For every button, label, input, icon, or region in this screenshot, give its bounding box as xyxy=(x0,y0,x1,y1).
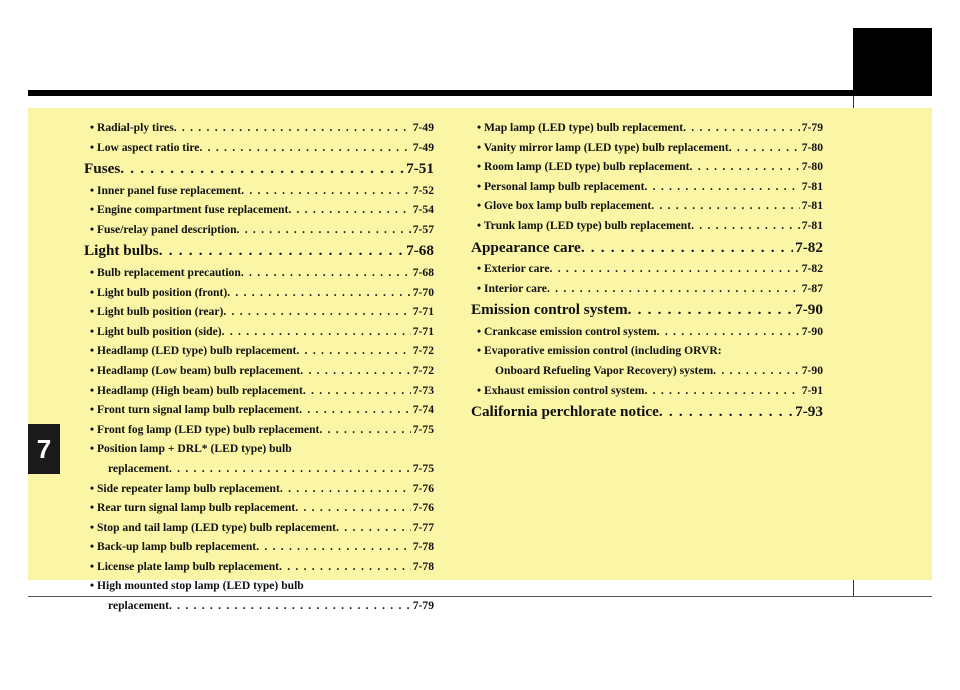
toc-page-number: 7-81 xyxy=(801,179,823,193)
dot-leader xyxy=(299,400,411,420)
toc-entry-title: Fuses xyxy=(84,160,121,178)
toc-entry-label: • Position lamp + DRL* (LED type) bulb xyxy=(90,442,292,456)
toc-entry[interactable] xyxy=(471,216,823,236)
toc-entry-title: • Room lamp (LED type) bulb replacement xyxy=(477,160,690,174)
toc-page-number: 7-68 xyxy=(412,265,434,279)
toc-page-number: 7-82 xyxy=(801,262,823,276)
toc-page-number: 7-90 xyxy=(795,301,823,319)
toc-entry-title: • Light bulb position (front) xyxy=(90,285,228,299)
toc-page-number: 7-90 xyxy=(801,324,823,338)
top-rule xyxy=(28,90,853,96)
toc-entry-title: • Light bulb position (side) xyxy=(90,324,222,338)
toc-entry-title: • Map lamp (LED type) bulb replacement xyxy=(477,121,684,134)
toc-page-number: 7-68 xyxy=(406,242,434,260)
toc-page-number: 7-49 xyxy=(412,121,434,134)
dot-leader xyxy=(547,279,800,299)
toc-page-number: 7-91 xyxy=(801,383,823,397)
toc-page-number: 7-75 xyxy=(412,422,434,436)
dot-leader xyxy=(644,381,799,401)
toc-page-number: 7-81 xyxy=(801,199,823,213)
toc-page-number: 7-87 xyxy=(801,281,823,295)
toc-entry[interactable] xyxy=(84,361,434,381)
toc-page-number: 7-77 xyxy=(412,520,434,534)
toc-entry-title: • Engine compartment fuse replacement xyxy=(90,203,289,217)
corner-block xyxy=(853,28,932,96)
toc-page-number: 7-78 xyxy=(412,540,434,554)
toc-entry-label: • High mounted stop lamp (LED type) bulb xyxy=(90,579,304,593)
dot-leader xyxy=(159,240,404,263)
toc-entry[interactable] xyxy=(471,177,823,197)
dot-leader xyxy=(336,518,411,538)
toc-entry[interactable] xyxy=(471,118,823,138)
toc-page-number: 7-54 xyxy=(412,203,434,217)
toc-entry[interactable] xyxy=(471,361,823,381)
toc-entry-title: • Low aspect ratio tire xyxy=(90,140,200,154)
toc-page-number: 7-51 xyxy=(406,160,434,178)
toc-page-number: 7-80 xyxy=(801,140,823,154)
toc-entry-title: • Trunk lamp (LED type) bulb replacement xyxy=(477,218,692,232)
toc-page-number: 7-52 xyxy=(412,183,434,197)
toc-entry[interactable] xyxy=(84,341,434,361)
toc-entry[interactable] xyxy=(471,259,823,279)
toc-entry-title: Onboard Refueling Vapor Recovery) system xyxy=(495,363,714,377)
dot-leader xyxy=(713,361,800,381)
toc-entry-title: • Light bulb position (rear) xyxy=(90,305,224,319)
toc-page-number: 7-80 xyxy=(801,160,823,174)
dot-leader xyxy=(237,220,411,240)
toc-entry-title: • Bulb replacement precaution xyxy=(90,265,241,279)
toc-page-number: 7-72 xyxy=(412,363,434,377)
dot-leader xyxy=(199,138,410,158)
toc-entry[interactable] xyxy=(84,220,434,240)
toc-entry-title: • Front turn signal lamp bulb replacement xyxy=(90,403,300,417)
toc-entry[interactable] xyxy=(84,479,434,499)
toc-entry-title: • Inner panel fuse replacement xyxy=(90,183,242,197)
dot-leader xyxy=(241,181,411,201)
toc-entry[interactable] xyxy=(84,596,434,616)
dot-leader xyxy=(227,283,411,303)
dot-leader xyxy=(550,259,800,279)
toc-page-number: 7-79 xyxy=(412,599,434,613)
dot-leader xyxy=(581,237,793,260)
toc-entry-title: • Headlamp (Low beam) bulb replacement xyxy=(90,363,301,377)
toc-entry-title: Light bulbs xyxy=(84,242,159,260)
dot-leader xyxy=(690,157,800,177)
toc-entry-title: • Front fog lamp (LED type) bulb replacement xyxy=(90,422,320,436)
toc-entry-title: • Back-up lamp bulb replacement xyxy=(90,540,257,554)
toc-page-number: 7-79 xyxy=(801,121,823,134)
toc-entry[interactable] xyxy=(84,400,434,420)
toc-page-number: 7-71 xyxy=(412,305,434,319)
toc-entry-title: Appearance care xyxy=(471,238,581,256)
toc-page-number: 7-49 xyxy=(412,140,434,154)
toc-entry[interactable] xyxy=(471,322,823,342)
toc-entry[interactable] xyxy=(84,181,434,201)
toc-entry[interactable] xyxy=(84,498,434,518)
toc-entry-title: • Personal lamp bulb replacement xyxy=(477,179,645,193)
dot-leader xyxy=(729,138,800,158)
dot-leader xyxy=(280,479,411,499)
toc-entry[interactable] xyxy=(84,283,434,303)
toc-entry[interactable] xyxy=(84,518,434,538)
toc-entry-title: • Headlamp (High beam) bulb replacement xyxy=(90,383,303,397)
dot-leader xyxy=(279,557,411,577)
toc-entry[interactable] xyxy=(471,196,823,216)
dot-leader xyxy=(223,302,410,322)
dot-leader xyxy=(256,537,411,557)
toc-entry-title: • Crankcase emission control system xyxy=(477,324,657,338)
dot-leader xyxy=(174,118,411,138)
dot-leader xyxy=(628,299,793,322)
toc-left-column xyxy=(84,118,434,616)
toc-page-number: 7-78 xyxy=(412,559,434,573)
toc-entry-title: • License plate lamp bulb replacement xyxy=(90,559,280,573)
toc-entry[interactable] xyxy=(471,279,823,299)
toc-entry-title: • Interior care xyxy=(477,281,547,295)
toc-entry-title: • Rear turn signal lamp bulb replacement xyxy=(90,501,296,515)
toc-entry[interactable] xyxy=(84,557,434,577)
toc-page-number: 7-82 xyxy=(795,238,823,256)
dot-leader xyxy=(300,361,410,381)
dot-leader xyxy=(657,322,800,342)
dot-leader xyxy=(120,158,404,181)
toc-entry-title: • Headlamp (LED type) bulb replacement xyxy=(90,344,297,358)
toc-page-number: 7-81 xyxy=(801,218,823,232)
dot-leader xyxy=(288,200,410,220)
toc-entry-title: • Side repeater lamp bulb replacement xyxy=(90,481,280,495)
dot-leader xyxy=(241,263,411,283)
toc-page-number: 7-74 xyxy=(412,403,434,417)
dot-leader xyxy=(644,177,799,197)
toc-entry[interactable] xyxy=(84,420,434,440)
toc-entry-title: • Exhaust emission control system xyxy=(477,383,645,397)
toc-page-number: 7-76 xyxy=(412,481,434,495)
toc-section-entry[interactable] xyxy=(471,401,823,424)
toc-entry[interactable] xyxy=(471,138,823,158)
dot-leader xyxy=(296,341,410,361)
toc-entry-title: • Fuse/relay panel description xyxy=(90,222,237,236)
dot-leader xyxy=(222,322,411,342)
toc-entry-title: California perchlorate notice xyxy=(471,403,659,421)
toc-entry-title: Emission control system xyxy=(471,301,628,319)
toc-section-entry[interactable] xyxy=(84,158,434,181)
dot-leader xyxy=(319,420,410,440)
dot-leader xyxy=(691,216,800,236)
toc-page-number: 7-72 xyxy=(412,344,434,358)
chapter-tab: 7 xyxy=(28,424,60,474)
toc-entry[interactable] xyxy=(84,537,434,557)
toc-entry-label: • Evaporative emission control (including ORVR: xyxy=(477,344,722,358)
toc-right-column xyxy=(471,118,823,424)
dot-leader xyxy=(303,381,411,401)
toc-entry-title: replacement xyxy=(108,461,169,475)
toc-entry-title: • Stop and tail lamp (LED type) bulb replacement xyxy=(90,520,337,534)
toc-page-number: 7-90 xyxy=(801,363,823,377)
toc-entry-title: replacement xyxy=(108,599,169,613)
toc-page-number: 7-71 xyxy=(412,324,434,338)
dot-leader xyxy=(659,401,793,424)
toc-entry[interactable] xyxy=(84,322,434,342)
toc-entry-title: • Vanity mirror lamp (LED type) bulb replacement xyxy=(477,140,729,154)
dot-leader xyxy=(169,459,411,479)
toc-entry-title: • Radial-ply tires xyxy=(90,121,174,134)
dot-leader xyxy=(651,196,800,216)
toc-entry[interactable] xyxy=(84,381,434,401)
dot-leader xyxy=(295,498,410,518)
toc-page-number: 7-73 xyxy=(412,383,434,397)
dot-leader xyxy=(169,596,411,616)
toc-entry[interactable] xyxy=(84,302,434,322)
toc-entry[interactable] xyxy=(84,138,434,158)
toc-page-number: 7-93 xyxy=(795,403,823,421)
toc-section-entry[interactable] xyxy=(471,299,823,322)
toc-entry[interactable] xyxy=(471,157,823,177)
dot-leader xyxy=(683,118,800,138)
toc-entry[interactable] xyxy=(84,263,434,283)
toc-page-number: 7-57 xyxy=(412,222,434,236)
toc-entry[interactable] xyxy=(471,381,823,401)
toc-section-entry[interactable] xyxy=(471,237,823,260)
toc-section-entry[interactable] xyxy=(84,240,434,263)
toc-entry[interactable] xyxy=(84,118,434,138)
toc-entry[interactable] xyxy=(84,459,434,479)
toc-page-number: 7-76 xyxy=(412,501,434,515)
toc-page-number: 7-75 xyxy=(412,461,434,475)
toc-entry[interactable] xyxy=(84,200,434,220)
toc-page-number: 7-70 xyxy=(412,285,434,299)
toc-entry-title: • Glove box lamp bulb replacement xyxy=(477,199,652,213)
toc-entry-title: • Exterior care xyxy=(477,262,550,276)
